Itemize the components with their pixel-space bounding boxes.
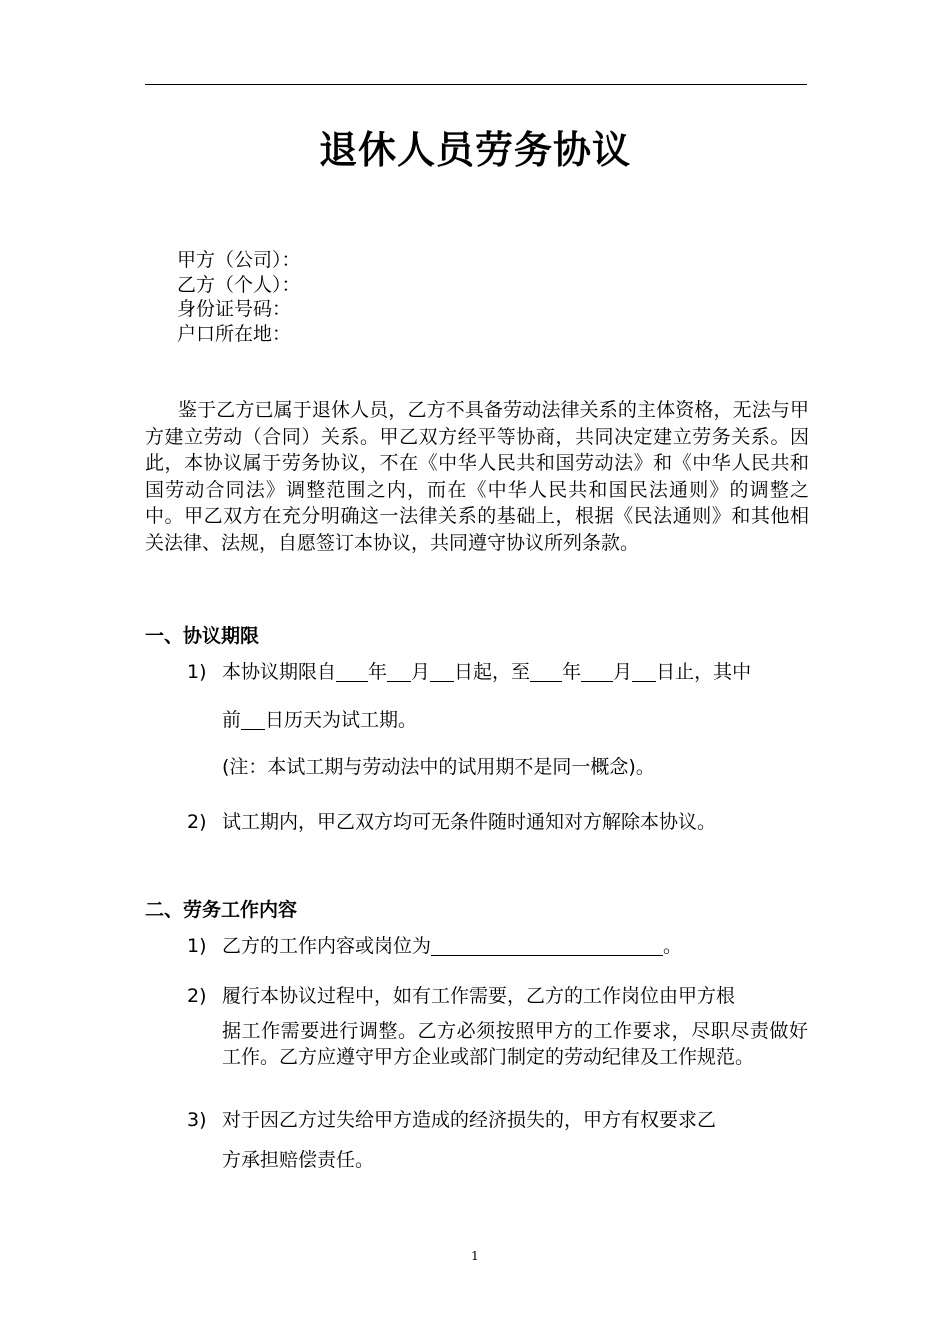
item-body bbox=[222, 658, 808, 781]
item-number: 3) bbox=[187, 1109, 207, 1131]
trial-text-1: 前 bbox=[222, 709, 242, 731]
item-number: 1) bbox=[187, 935, 207, 957]
trial-days-blank[interactable] bbox=[241, 709, 265, 730]
intro-paragraph: 鉴于乙方已属于退休人员，乙方不具备劳动法律关系的主体资格，无法与甲方建立劳动（合同）关系。甲乙双方经平等协商，共同决定建立劳务关系。因此，本协议属于劳务协议，不在《中华人民共和国劳动法》和《中华人民共和国劳动合同法》调整范围之内，而在《中华人民共和国民法通则》的调整之中。甲乙双方在充分明确这一法律关系的基础上，根据《民法通则》和其他相关法律、法规，自愿签订本协议，共同遵守协议所列条款。 bbox=[145, 399, 809, 554]
position-blank[interactable] bbox=[431, 935, 663, 956]
term-text-3: 月 bbox=[411, 661, 431, 683]
term-text-4: 日起，至 bbox=[454, 661, 531, 683]
term-text-5: 年 bbox=[562, 661, 582, 683]
start-day-blank[interactable] bbox=[430, 661, 454, 682]
parties-block bbox=[177, 248, 301, 346]
id-number-label: 身份证号码： bbox=[177, 298, 292, 320]
item-number: 2) bbox=[187, 985, 207, 1007]
item-first-line: 对于因乙方过失给甲方造成的经济损失的，甲方有权要求乙 bbox=[222, 1109, 717, 1131]
position-end: 。 bbox=[663, 935, 683, 957]
page-number: 1 bbox=[471, 1249, 479, 1263]
term-text-1: 本协议期限自 bbox=[222, 661, 337, 683]
item-body bbox=[222, 932, 808, 960]
item-text: 试工期内，甲乙双方均可无条件随时通知对方解除本协议。 bbox=[222, 811, 717, 833]
household-label: 户口所在地： bbox=[177, 322, 292, 345]
item-continuation: 据工作需要进行调整。乙方必须按照甲方的工作要求，尽职尽责做好工作。乙方应遵守甲方企业或部门制定的劳动纪律及工作规范。 bbox=[222, 1020, 808, 1068]
trial-note: (注：本试工期与劳动法中的试用期不是同一概念)。 bbox=[222, 756, 655, 778]
header-rule bbox=[145, 84, 807, 85]
term-line bbox=[222, 658, 808, 686]
start-year-blank[interactable] bbox=[336, 661, 368, 682]
term-text-7: 日止，其中 bbox=[656, 661, 752, 683]
document-title: 退休人员劳务协议 bbox=[318, 128, 631, 172]
position-text: 乙方的工作内容或岗位为 bbox=[222, 935, 432, 957]
party-a-label: 甲方（公司）： bbox=[177, 249, 301, 271]
item-first-line: 履行本协议过程中，如有工作需要，乙方的工作岗位由甲方根 bbox=[222, 985, 736, 1007]
party-b-label: 乙方（个人）： bbox=[177, 273, 301, 296]
term-text-6: 月 bbox=[613, 661, 633, 683]
item-number: 1) bbox=[187, 661, 207, 683]
item-second-line: 方承担赔偿责任。 bbox=[222, 1149, 375, 1171]
trial-line bbox=[222, 706, 808, 734]
item-number: 2) bbox=[187, 811, 207, 833]
end-year-blank[interactable] bbox=[530, 661, 562, 682]
section-2-heading: 二、劳务工作内容 bbox=[145, 899, 298, 921]
trial-text-2: 日历天为试工期。 bbox=[265, 709, 418, 731]
start-month-blank[interactable] bbox=[387, 661, 411, 682]
item-body bbox=[222, 1106, 808, 1174]
section-1-heading: 一、协议期限 bbox=[145, 625, 260, 647]
end-day-blank[interactable] bbox=[632, 661, 656, 682]
item-body bbox=[222, 982, 808, 1070]
term-text-2: 年 bbox=[368, 661, 388, 683]
end-month-blank[interactable] bbox=[581, 661, 613, 682]
